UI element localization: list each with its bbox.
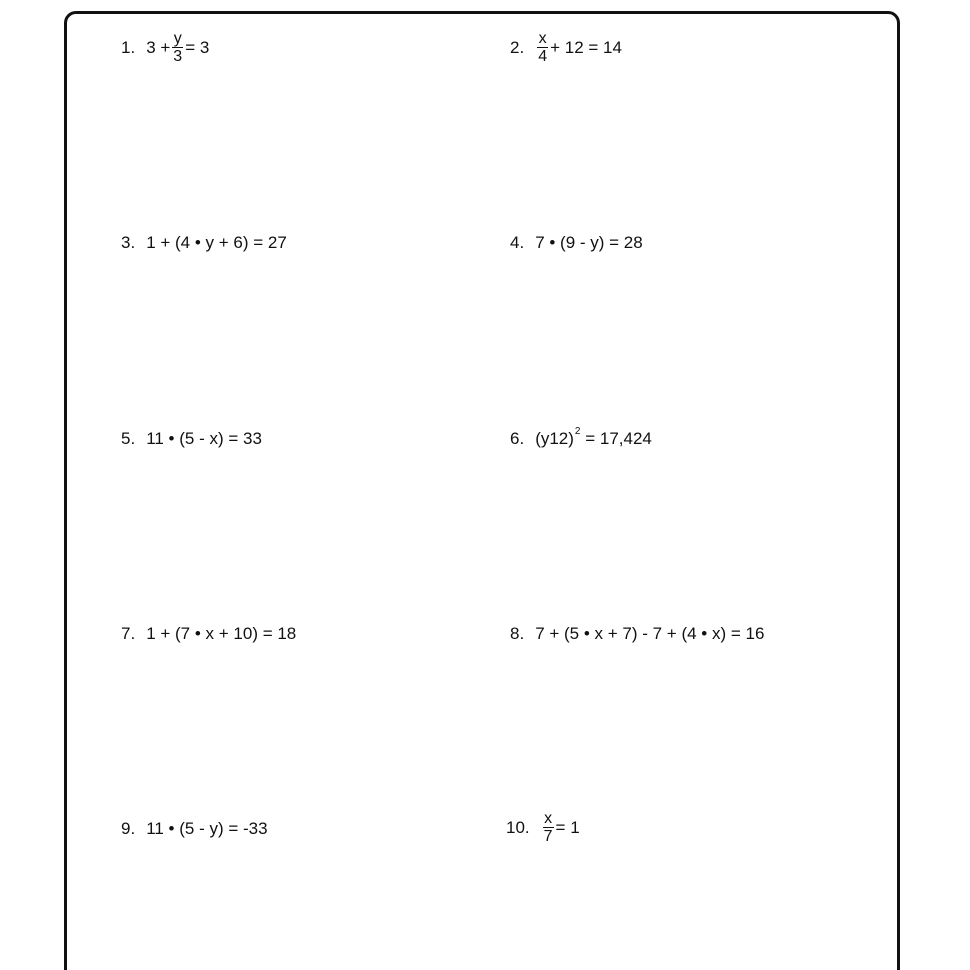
expression-part: + 12 = 14	[550, 38, 622, 57]
fraction	[543, 810, 554, 845]
expression-part: 3 +	[146, 38, 171, 57]
problem-8	[510, 625, 764, 642]
problem-number: 8.	[510, 624, 525, 643]
problem-7	[121, 625, 296, 642]
equation: 7 • (9 - y) = 28	[535, 233, 643, 252]
problem-number: 5.	[121, 429, 136, 448]
fraction-numerator: y	[173, 30, 182, 47]
problem-number: 9.	[121, 819, 136, 838]
problem-4	[510, 234, 643, 251]
problem-number: 1.	[121, 38, 136, 57]
problem-5	[121, 430, 262, 447]
fraction-numerator: x	[538, 30, 547, 47]
fraction	[172, 30, 183, 65]
fraction	[537, 30, 548, 65]
problem-number: 2.	[510, 38, 525, 57]
fraction-denominator: 3	[173, 48, 183, 65]
problem-6	[510, 425, 652, 448]
equation: 11 • (5 - x) = 33	[146, 429, 262, 448]
problem-1	[121, 30, 209, 65]
exponent: 2	[574, 425, 581, 437]
problem-number: 10.	[506, 818, 530, 837]
problem-10	[506, 810, 580, 845]
equation: 7 + (5 • x + 7) - 7 + (4 • x) = 16	[535, 624, 765, 643]
fraction-denominator: 4	[538, 48, 548, 65]
equation: 11 • (5 - y) = -33	[146, 819, 268, 838]
fraction-denominator: 7	[543, 828, 553, 845]
expression-part: = 17,424	[580, 429, 652, 448]
equation: 1 + (7 • x + 10) = 18	[146, 624, 297, 643]
equation: 1 + (4 • y + 6) = 27	[146, 233, 287, 252]
problem-2	[510, 30, 622, 65]
problem-9	[121, 820, 268, 837]
expression-base: (y12)	[535, 429, 574, 448]
expression-part: = 1	[555, 818, 580, 837]
problem-3	[121, 234, 287, 251]
problem-number: 7.	[121, 624, 136, 643]
problem-number: 6.	[510, 429, 525, 448]
problem-number: 4.	[510, 233, 525, 252]
expression-part: = 3	[185, 38, 210, 57]
problem-number: 3.	[121, 233, 136, 252]
fraction-numerator: x	[544, 810, 553, 827]
